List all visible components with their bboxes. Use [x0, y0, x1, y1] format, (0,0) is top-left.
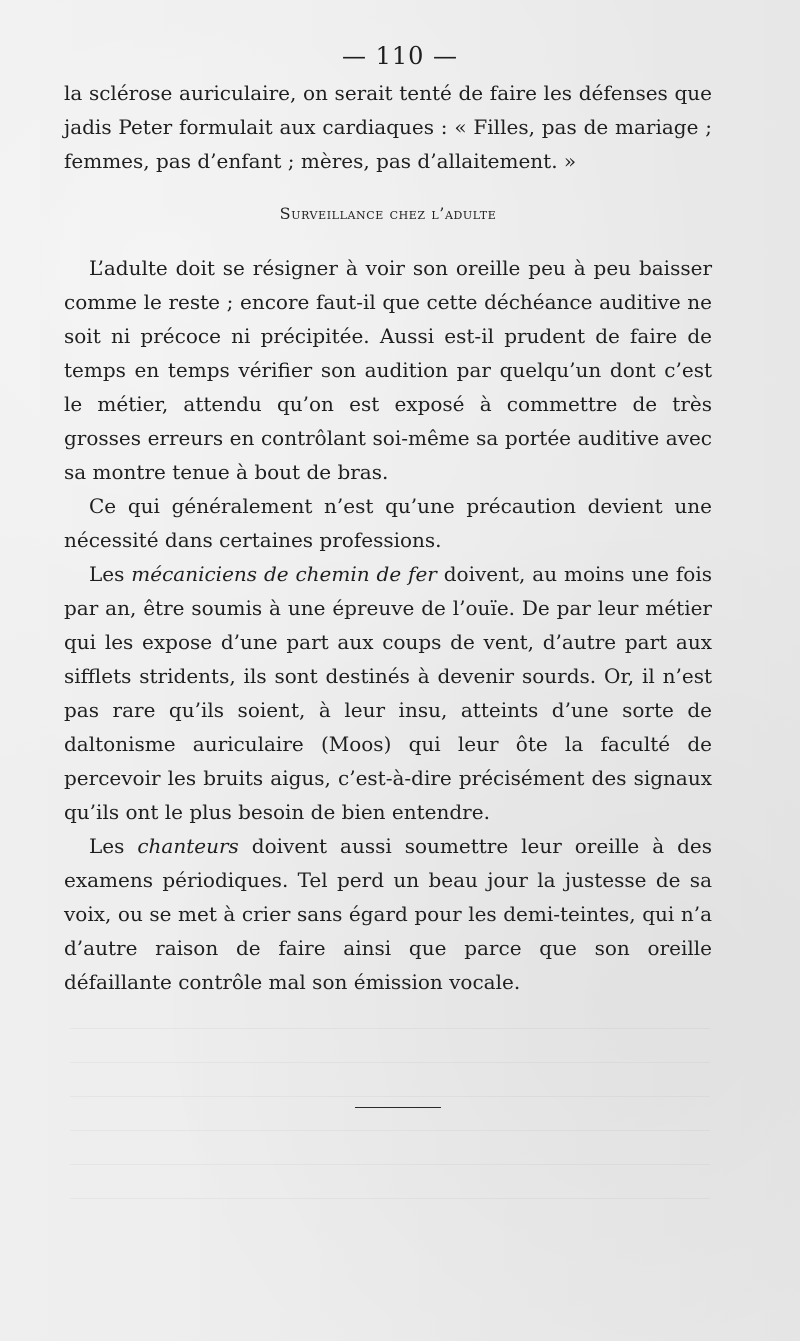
- emphasis-singers: chanteurs: [137, 834, 239, 858]
- paragraph-railway-mechanics: [64, 557, 712, 829]
- paragraph-text: Ce qui généralement n’est qu’une précaution devient une nécessité dans certaines professions.: [64, 494, 712, 552]
- intro-paragraph: la sclérose auriculaire, on serait tenté de faire les défenses que jadis Peter formulait aux cardiaques : « Filles, pas de mariage ; femmes, pas d’enfant ; mères, pas d’allaitement. »: [64, 81, 712, 173]
- page-number: — 110 —: [341, 42, 459, 70]
- section-heading: Surveillance chez l’adulte: [279, 204, 497, 223]
- bleed-through-line: [70, 1130, 710, 1131]
- bleed-through-line: [70, 1028, 710, 1029]
- paragraph-adult-hearing: [64, 251, 712, 489]
- paragraph-singers: [64, 829, 712, 999]
- paragraph-professions: [64, 489, 712, 557]
- paragraph-text: doivent, au moins une fois par an, être soumis à une épreuve de l’ouïe. De par leur métier qui les expose d’une part aux coups de vent, d’autre part aux sifflets stridents, ils sont destinés à devenir sourds. Or, il n’est pas rare qu’ils soient, à leur insu, atteints d’une sorte de daltonisme auriculaire (Moos) qui leur ôte la faculté de percevoir les bruits aigus, c’est-à-dire précisément des signaux qu’ils ont le plus besoin de bien entendre.: [64, 562, 712, 824]
- end-rule: [355, 1107, 441, 1108]
- paragraph-text: doivent aussi soumettre leur oreille à des examens périodiques. Tel perd un beau jour la justesse de sa voix, ou se met à crier sans égard pour les demi-teintes, qui n’a d’autre raison de faire ainsi que parce que son oreille défaillante contrôle mal son émission vocale.: [64, 834, 712, 994]
- paragraph-prefix: Les: [89, 834, 138, 858]
- bleed-through-line: [70, 1096, 710, 1097]
- paragraph-text: L’adulte doit se résigner à voir son oreille peu à peu baisser comme le reste ; encore faut-il que cette déchéance auditive ne soit ni précoce ni précipitée. Aussi est-il prudent de faire de temps en temps vérifier son audition par quelqu’un dont c’est le métier, attendu qu’on est exposé à commettre de très grosses erreurs en contrôlant soi-même sa portée auditive avec sa montre tenue à bout de bras.: [64, 256, 712, 484]
- paragraph-prefix: Les: [89, 562, 132, 586]
- page-text: [64, 76, 712, 999]
- emphasis-railway-mechanics: mécaniciens de chemin de fer: [131, 562, 437, 586]
- bleed-through-line: [70, 1164, 710, 1165]
- bleed-through-line: [70, 1198, 710, 1199]
- bleed-through-line: [70, 1062, 710, 1063]
